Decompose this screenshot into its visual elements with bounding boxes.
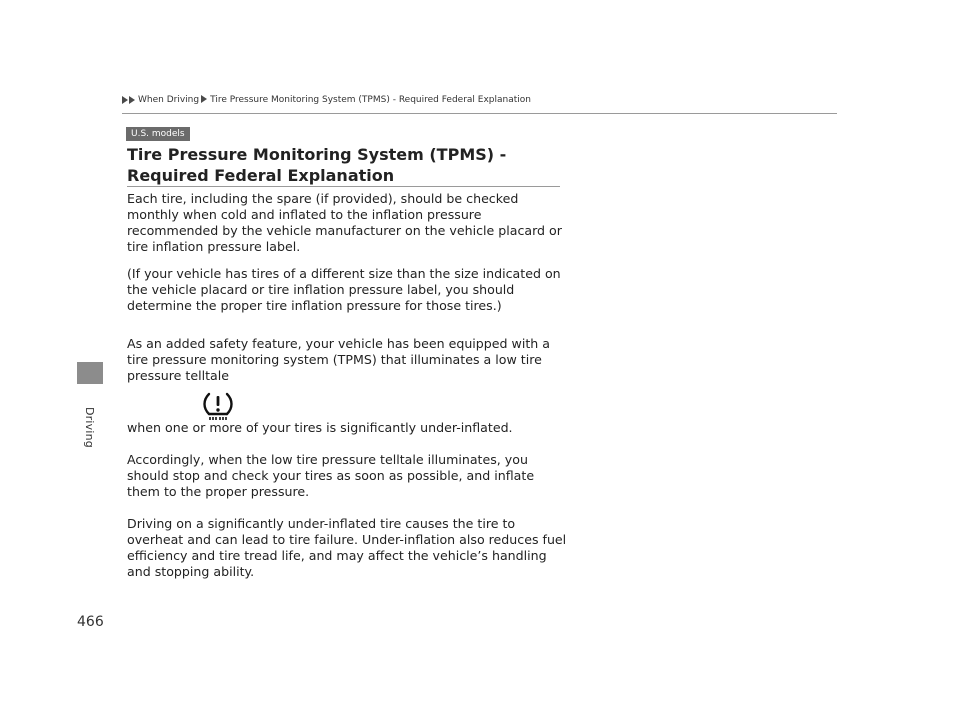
paragraph-tire-size: (If your vehicle has tires of a different size than the size indicated on the vehicle placard or tire inflation pressure label, you should determine the proper tire inflation pressure for those tires.) (127, 266, 561, 313)
breadcrumb (122, 93, 531, 107)
sidebar-chapter-tab (77, 362, 103, 384)
paragraph-tpms-feature: As an added safety feature, your vehicle has been equipped with a tire pressure monitoring system (TPMS) that illuminates a low tire pressure telltale (127, 336, 550, 383)
paragraph-monthly-check: Each tire, including the spare (if provided), should be checked monthly when cold and inflated to the inflation pressure recommended by the vehicle manufacturer on the vehicle placard or tire inflation pressure label. (127, 191, 562, 254)
breadcrumb-item-when-driving[interactable]: When Driving (138, 95, 200, 105)
paragraph-under-inflated: when one or more of your tires is significantly under-inflated. (127, 420, 513, 435)
title-divider (127, 186, 560, 187)
breadcrumb-arrow-icon (122, 96, 128, 104)
model-badge: U.S. models (126, 127, 190, 141)
breadcrumb-arrow-icon (201, 95, 207, 103)
sidebar-section-label: Driving (83, 407, 96, 448)
breadcrumb-separator (201, 95, 208, 106)
paragraph-overheat-warning: Driving on a significantly under-inflated tire causes the tire to overheat and can lead to tire failure. Under-inflation also reduces fuel efficiency and tire tread life, and may affect the vehicle’s handling and stopping ability. (127, 516, 567, 579)
header-divider (122, 113, 837, 114)
paragraph-check-tires: Accordingly, when the low tire pressure telltale illuminates, you should stop and check your tires as soon as possible, and inflate them to the proper pressure. (127, 452, 535, 499)
low-tire-pressure-telltale-icon (198, 391, 238, 423)
section-title: Tire Pressure Monitoring System (TPMS) - Required Federal Explanation (127, 145, 507, 185)
breadcrumb-item-tpms: Tire Pressure Monitoring System (TPMS) - Required Federal Explanation (210, 95, 531, 105)
breadcrumb-arrow-icon (129, 96, 135, 104)
page-number: 466 (77, 614, 104, 630)
